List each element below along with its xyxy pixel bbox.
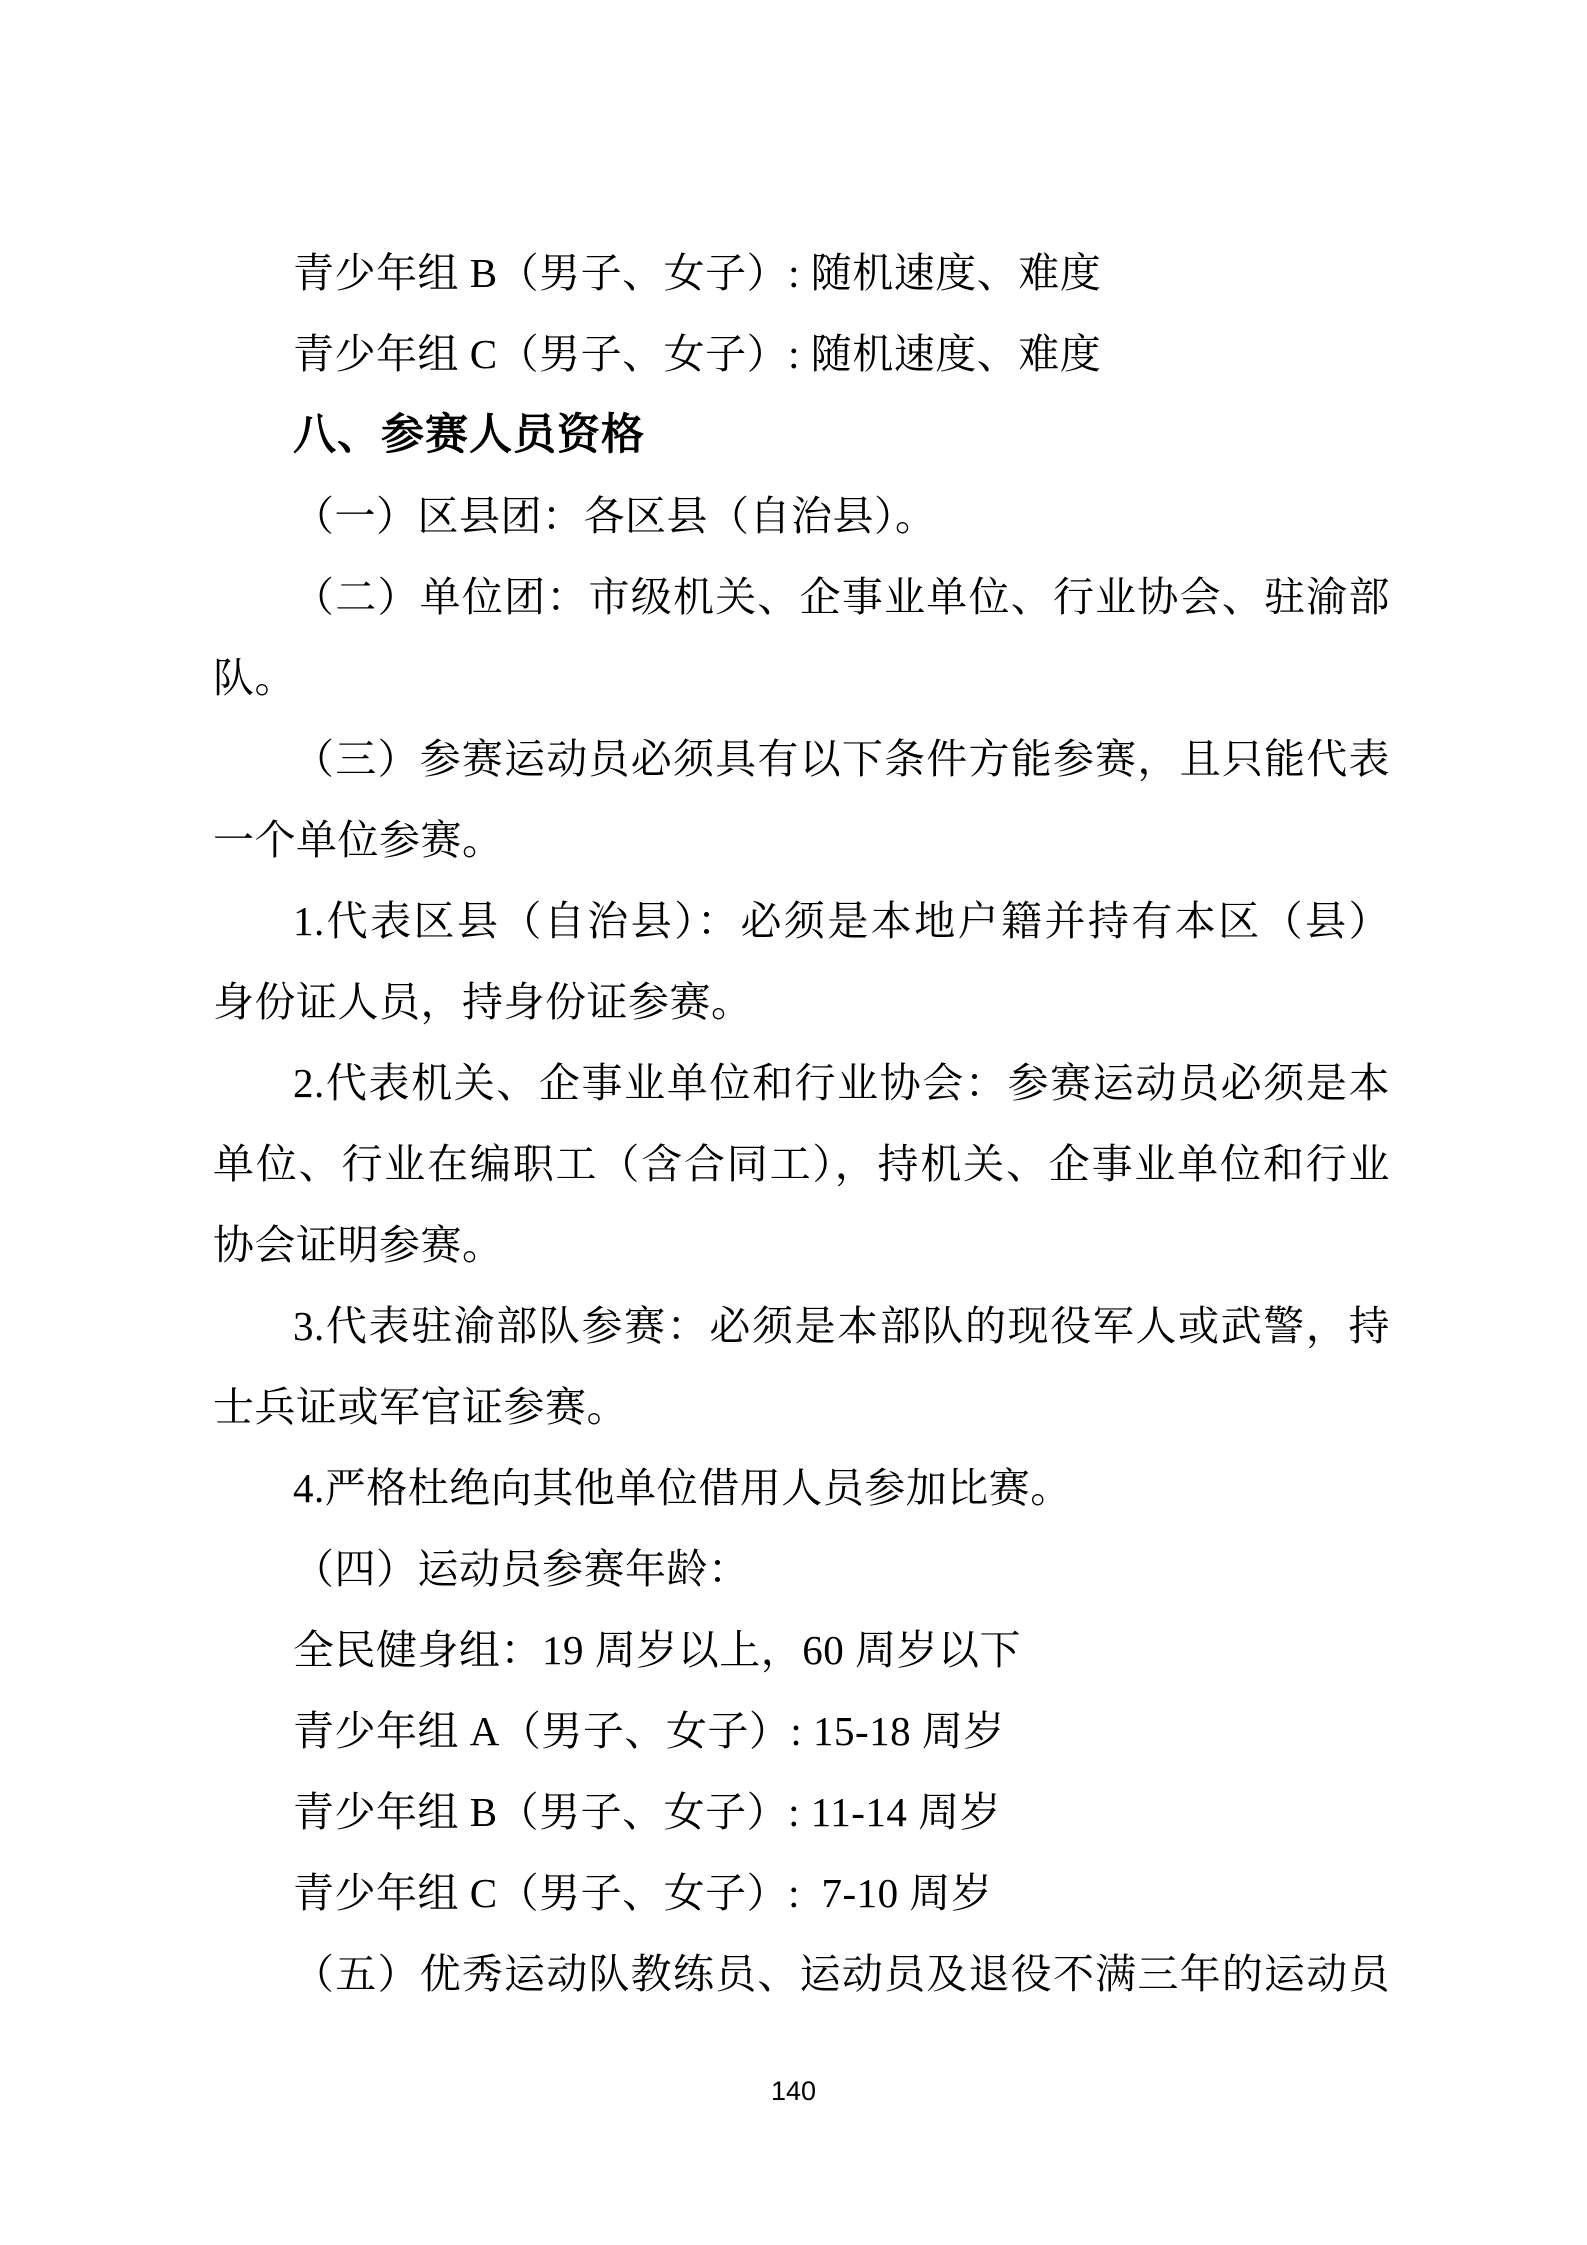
document-body	[213, 233, 1390, 2015]
text-line: （三）参赛运动员必须具有以下条件方能参赛，且只能代表	[293, 736, 1390, 782]
text-line: （一）区县团：各区县（自治县）。	[293, 493, 937, 539]
text-line: 协会证明参赛。	[213, 1222, 504, 1268]
text-line: （四）运动员参赛年龄：	[293, 1546, 750, 1592]
text-line: 青少年组 C（男子、女子）: 7-10 周岁	[293, 1870, 993, 1916]
text-line: 单位、行业在编职工（含合同工），持机关、企事业单位和行业	[213, 1141, 1390, 1187]
section-heading: 八、参赛人员资格	[293, 411, 645, 459]
text-line: 队。	[213, 655, 296, 701]
text-line: 2.代表机关、企事业单位和行业协会：参赛运动员必须是本	[293, 1060, 1390, 1106]
page-number: 140	[770, 2076, 817, 2106]
text-line: （五）优秀运动队教练员、运动员及退役不满三年的运动员	[293, 1951, 1390, 1997]
text-line: 青少年组 B（男子、女子）: 随机速度、难度	[293, 250, 1102, 296]
text-line: 青少年组 C（男子、女子）: 随机速度、难度	[293, 331, 1102, 377]
text-line: 青少年组 A（男子、女子）: 15-18 周岁	[293, 1708, 1005, 1754]
text-line: 4.严格杜绝向其他单位借用人员参加比赛。	[293, 1465, 1072, 1511]
text-line: 士兵证或军官证参赛。	[213, 1384, 628, 1430]
text-line: （二）单位团：市级机关、企事业单位、行业协会、驻渝部	[293, 574, 1390, 620]
text-line: 一个单位参赛。	[213, 817, 504, 863]
text-line: 3.代表驻渝部队参赛：必须是本部队的现役军人或武警，持	[293, 1303, 1390, 1349]
text-line: 1.代表区县（自治县）：必须是本地户籍并持有本区（县）	[293, 898, 1390, 944]
text-line: 青少年组 B（男子、女子）: 11-14 周岁	[293, 1789, 1002, 1835]
text-line: 全民健身组：19 周岁以上，60 周岁以下	[293, 1627, 1021, 1673]
text-line: 身份证人员，持身份证参赛。	[213, 979, 753, 1025]
